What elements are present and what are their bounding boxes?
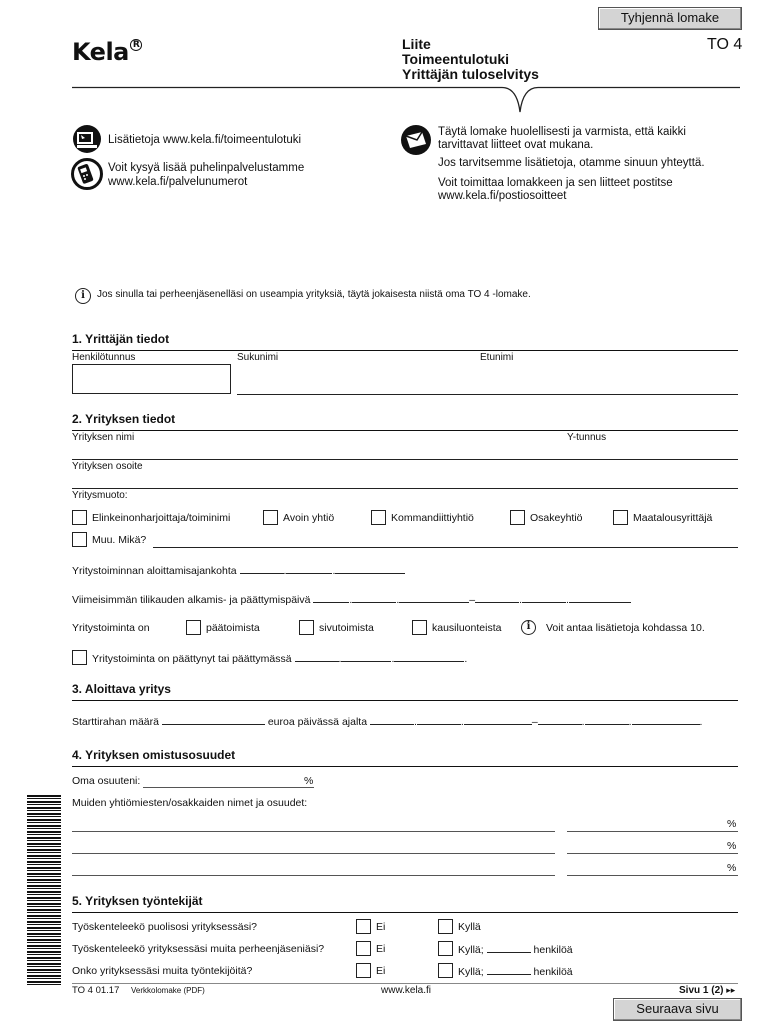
info-icon: i — [521, 620, 536, 635]
checkbox-family-yes[interactable] — [438, 941, 453, 956]
owner-name-field-3[interactable] — [72, 875, 555, 876]
next-page-button[interactable]: Seuraava sivu — [613, 998, 742, 1021]
ytunnus-label: Y-tunnus — [567, 432, 607, 443]
company-address-label: Yrityksen osoite — [72, 461, 143, 472]
section-2-rule — [72, 430, 738, 431]
answer-no-label: Ei — [376, 943, 386, 955]
kela-logo — [72, 38, 142, 66]
start-day-field[interactable] — [240, 564, 284, 574]
family-question: Työskenteleekö yrityksessäsi muita perheenjäseniäsi? — [72, 943, 325, 955]
answer-yes-text: Kyllä; — [458, 944, 484, 956]
start-grant-label: Starttirahan määrä euroa päivässä ajalta . . – . . . — [72, 716, 703, 728]
contact-phone-line2: www.kela.fi/palvelunumerot — [108, 176, 248, 188]
fiscal-start-month[interactable] — [352, 593, 396, 603]
phone-icon — [71, 158, 103, 190]
form-option-label: Avoin yhtiö — [283, 512, 335, 524]
section-1-rule — [72, 350, 738, 351]
other-form-field[interactable] — [153, 547, 738, 548]
activity-ended-text: Yritystoiminta on päättynyt tai päättymässä — [92, 653, 292, 665]
answer-no-label: Ei — [376, 921, 386, 933]
section-4-rule — [72, 766, 738, 767]
footer-form-type: Verkkolomake (PDF) — [131, 986, 205, 995]
fiscal-period-label: Viimeisimmän tilikauden alkamis- ja päättymispäivä . . – . . — [72, 593, 631, 606]
next-arrow-icon: ▸▸ — [726, 985, 736, 995]
firstname-label: Etunimi — [480, 352, 514, 363]
ended-year[interactable] — [394, 652, 464, 662]
owner-share-field-1[interactable] — [567, 831, 738, 832]
form-title-line: Liite — [402, 36, 431, 52]
checkbox-other-form[interactable] — [72, 532, 87, 547]
activity-info: Voit antaa lisätietoja kohdassa 10. — [546, 622, 705, 634]
start-date-text: Yritystoiminnan aloittamisajankohta — [72, 565, 237, 577]
owner-share-field-2[interactable] — [567, 853, 738, 854]
owner-share-field-3[interactable] — [567, 875, 738, 876]
checkbox-avoin-yhtio[interactable] — [263, 510, 278, 525]
answer-yes-text: Kyllä; — [458, 966, 484, 978]
hetu-field[interactable] — [72, 364, 231, 394]
owner-name-field-2[interactable] — [72, 853, 555, 854]
activity-ended-label: Yritystoiminta on päättynyt tai päättymässä . . . — [92, 653, 468, 665]
ended-month[interactable] — [341, 652, 391, 662]
form-title-line: Toimeentulotuki — [402, 51, 510, 67]
ended-day[interactable] — [295, 652, 339, 662]
answer-yes-count-label — [458, 943, 573, 956]
activity-label: Yritystoiminta on — [72, 622, 150, 634]
registered-mark: R — [130, 39, 142, 51]
start-date-label: Yritystoiminnan aloittamisajankohta . . — [72, 564, 405, 577]
checkbox-osakeyhtio[interactable] — [510, 510, 525, 525]
form-option-label: Elinkeinonharjoittaja/toiminimi — [92, 512, 231, 524]
employees-count-field[interactable] — [487, 965, 531, 975]
fiscal-start-day[interactable] — [313, 593, 349, 603]
name-field-underline[interactable] — [237, 394, 738, 395]
owner-share-percent-2: % — [727, 840, 737, 852]
checkbox-family-no[interactable] — [356, 941, 371, 956]
section-2-title: 2. Yrityksen tiedot — [72, 412, 176, 426]
page-number: Sivu 1 (2) — [679, 985, 724, 996]
answer-yes-count-label — [458, 965, 573, 978]
contact-mail-line3: Jos tarvitsemme lisätietoja, otamme sinuun yhteyttä. — [438, 157, 705, 169]
checkbox-spouse-no[interactable] — [356, 919, 371, 934]
spouse-question: Työskenteleekö puolisosi yrityksessäsi? — [72, 921, 258, 933]
form-option-label: Kommandiittiyhtiö — [391, 512, 474, 524]
start-grant-mid-text: euroa päivässä ajalta — [267, 716, 368, 728]
header-divider — [72, 82, 742, 122]
info-icon: i — [75, 288, 91, 304]
contact-mail-line5: www.kela.fi/postiosoitteet — [438, 190, 567, 202]
barcode — [27, 795, 61, 985]
grant-start-year[interactable] — [464, 715, 532, 725]
contact-web: Lisätietoja www.kela.fi/toimeentulotuki — [108, 134, 302, 146]
fiscal-end-month[interactable] — [522, 593, 566, 603]
activity-option-label: sivutoimista — [319, 622, 374, 634]
company-name-label: Yrityksen nimi — [72, 432, 135, 443]
checkbox-seasonal-activity[interactable] — [412, 620, 427, 635]
owner-share-percent-1: % — [727, 818, 737, 830]
form-title-line: Yrittäjän tuloselvitys — [402, 66, 539, 82]
footer-form-code: TO 4 01.17 — [72, 985, 120, 996]
start-grant-amount[interactable] — [162, 715, 265, 725]
hetu-label: Henkilötunnus — [72, 352, 136, 363]
checkbox-toiminimi[interactable] — [72, 510, 87, 525]
grant-end-month[interactable] — [585, 715, 629, 725]
checkbox-kommandiittiyhtio[interactable] — [371, 510, 386, 525]
other-owners-label: Muiden yhtiömiesten/osakkaiden nimet ja osuudet: — [72, 797, 308, 809]
company-name-field[interactable] — [72, 459, 738, 460]
contact-mail-line1: Täytä lomake huolellisesti ja varmista, että kaikki — [438, 126, 686, 138]
checkbox-main-activity[interactable] — [186, 620, 201, 635]
persons-text: henkilöä — [533, 966, 573, 978]
checkbox-employees-no[interactable] — [356, 963, 371, 978]
form-code: TO 4 — [707, 36, 743, 53]
start-year-field[interactable] — [335, 564, 405, 574]
employees-question: Onko yrityksessäsi muita työntekijöitä? — [72, 965, 253, 977]
footer-rule — [72, 983, 738, 984]
answer-no-label: Ei — [376, 965, 386, 977]
mail-icon — [400, 124, 432, 156]
footer-page — [679, 985, 735, 996]
section-3-title: 3. Aloittava yritys — [72, 682, 171, 696]
grant-end-year[interactable] — [632, 715, 700, 725]
fiscal-start-year[interactable] — [399, 593, 469, 603]
surname-label: Sukunimi — [237, 352, 279, 363]
fiscal-end-year[interactable] — [569, 593, 631, 603]
start-month-field[interactable] — [286, 564, 332, 574]
checkbox-side-activity[interactable] — [299, 620, 314, 635]
info-note: Jos sinulla tai perheenjäsenelläsi on useampia yrityksiä, täytä jokaisesta niistä oma TO 4 -lomake. — [97, 289, 531, 300]
own-share-field[interactable] — [143, 787, 314, 788]
footer-web: www.kela.fi — [381, 985, 432, 996]
start-grant-text: Starttirahan määrä — [72, 716, 159, 728]
section-3-rule — [72, 700, 738, 701]
checkbox-activity-ended[interactable] — [72, 650, 87, 665]
checkbox-maatalousyrittaja[interactable] — [613, 510, 628, 525]
persons-text: henkilöä — [533, 944, 573, 956]
activity-option-label: kausiluonteista — [432, 622, 502, 634]
clear-form-button[interactable]: Tyhjennä lomake — [598, 7, 742, 30]
checkbox-employees-yes[interactable] — [438, 963, 453, 978]
contact-phone-line1: Voit kysyä lisää puhelinpalvelustamme — [108, 162, 305, 174]
section-4-title: 4. Yrityksen omistusosuudet — [72, 748, 236, 762]
family-count-field[interactable] — [487, 943, 531, 953]
computer-icon — [71, 124, 103, 154]
fiscal-end-day[interactable] — [475, 593, 519, 603]
section-1-title: 1. Yrittäjän tiedot — [72, 332, 170, 346]
form-option-label: Osakeyhtiö — [530, 512, 583, 524]
contact-mail-line4: Voit toimittaa lomakkeen ja sen liitteet postitse — [438, 177, 673, 189]
answer-yes-label: Kyllä — [458, 921, 481, 933]
company-address-field[interactable] — [72, 488, 738, 489]
own-share-percent: % — [304, 775, 314, 787]
fiscal-period-text: Viimeisimmän tilikauden alkamis- ja päättymispäivä — [72, 594, 311, 606]
other-form-label: Muu. Mikä? — [92, 534, 147, 546]
form-option-label: Maatalousyrittäjä — [633, 512, 713, 524]
grant-end-day[interactable] — [538, 715, 582, 725]
checkbox-spouse-yes[interactable] — [438, 919, 453, 934]
owner-share-percent-3: % — [727, 862, 737, 874]
grant-start-day[interactable] — [370, 715, 414, 725]
logo-text: Kela — [72, 38, 129, 66]
owner-name-field-1[interactable] — [72, 831, 555, 832]
section-5-rule — [72, 912, 738, 913]
contact-mail-line2: tarvittavat liitteet ovat mukana. — [438, 139, 594, 151]
activity-option-label: päätoimista — [206, 622, 260, 634]
form-title — [402, 37, 539, 82]
company-form-label: Yritysmuoto: — [72, 490, 128, 501]
section-5-title: 5. Yrityksen työntekijät — [72, 894, 203, 908]
own-share-label: Oma osuuteni: — [72, 775, 141, 787]
grant-start-month[interactable] — [417, 715, 461, 725]
